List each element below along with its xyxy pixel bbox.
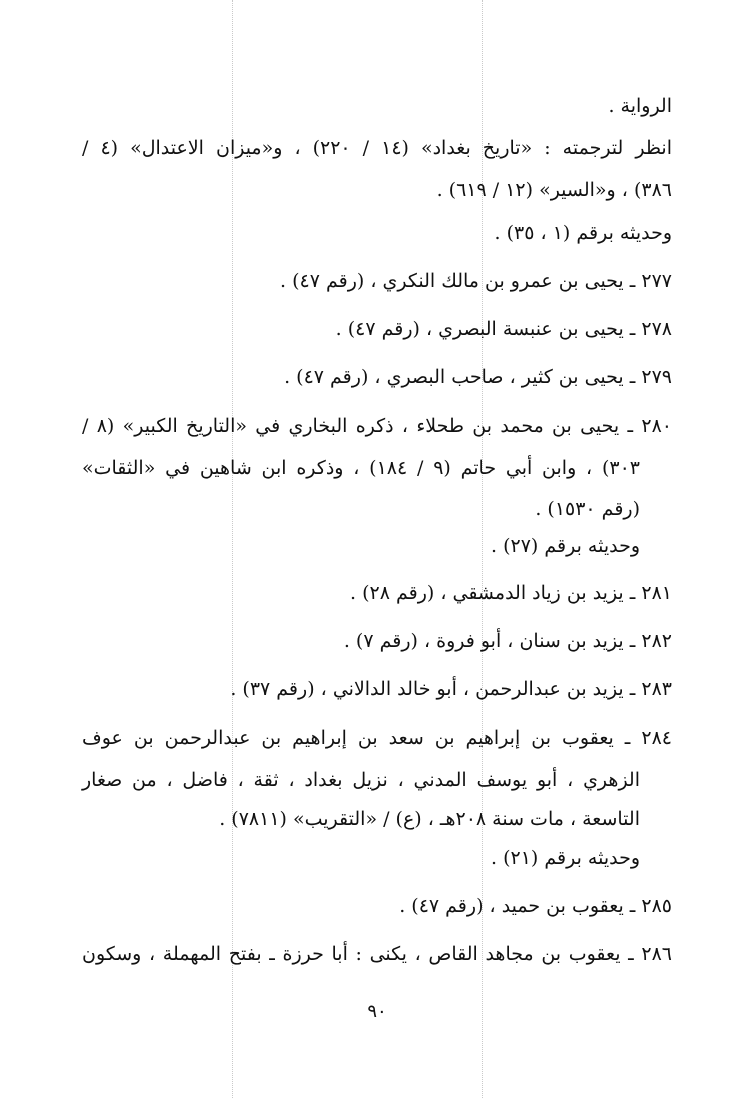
- text-line: (رقم ١٥٣٠) .: [535, 498, 640, 520]
- entry-280: ٢٨٠ ـ يحيى بن محمد بن طحلاء ، ذكره البخاري في «التاريخ الكبير» (٨ /: [82, 415, 672, 437]
- entry-285: ٢٨٥ ـ يعقوب بن حميد ، (رقم ٤٧) .: [399, 895, 672, 917]
- entry-286: ٢٨٦ ـ يعقوب بن مجاهد القاص ، يكنى : أبا حرزة ـ بفتح المهملة ، وسكون: [82, 943, 672, 965]
- text-line: الرواية .: [608, 95, 672, 117]
- text-line: وحديثه برقم (٢٧) .: [490, 535, 640, 557]
- text-line: الزهري ، أبو يوسف المدني ، نزيل بغداد ، ثقة ، فاضل ، من صغار: [82, 769, 640, 791]
- entry-282: ٢٨٢ ـ يزيد بن سنان ، أبو فروة ، (رقم ٧) .: [343, 630, 672, 652]
- text-line: وحديثه برقم (١ ، ٣٥) .: [494, 222, 672, 244]
- entry-284: ٢٨٤ ـ يعقوب بن إبراهيم بن سعد بن إبراهيم بن عبدالرحمن بن عوف: [82, 727, 672, 749]
- entry-281: ٢٨١ ـ يزيد بن زياد الدمشقي ، (رقم ٢٨) .: [350, 582, 672, 604]
- entry-283: ٢٨٣ ـ يزيد بن عبدالرحمن ، أبو خالد الدالاني ، (رقم ٣٧) .: [230, 678, 672, 700]
- text-line: ٣٠٣) ، وابن أبي حاتم (٩ / ١٨٤) ، وذكره ابن شاهين في «الثقات»: [82, 457, 641, 479]
- entry-279: ٢٧٩ ـ يحيى بن كثير ، صاحب البصري ، (رقم ٤٧) .: [284, 366, 672, 388]
- text-line: وحديثه برقم (٢١) .: [490, 847, 640, 869]
- entry-278: ٢٧٨ ـ يحيى بن عنبسة البصري ، (رقم ٤٧) .: [335, 318, 672, 340]
- text-line: ٣٨٦) ، و«السير» (١٢ / ٦١٩) .: [436, 179, 672, 201]
- page-number: ٩٠: [367, 1001, 387, 1022]
- text-line: انظر لترجمته : «تاريخ بغداد» (١٤ / ٢٢٠) ، و«ميزان الاعتدال» (٤ /: [82, 137, 672, 159]
- entry-277: ٢٧٧ ـ يحيى بن عمرو بن مالك النكري ، (رقم ٤٧) .: [280, 270, 672, 292]
- text-line: التاسعة ، مات سنة ٢٠٨هـ ، (ع) / «التقريب» (٧٨١١) .: [219, 808, 640, 830]
